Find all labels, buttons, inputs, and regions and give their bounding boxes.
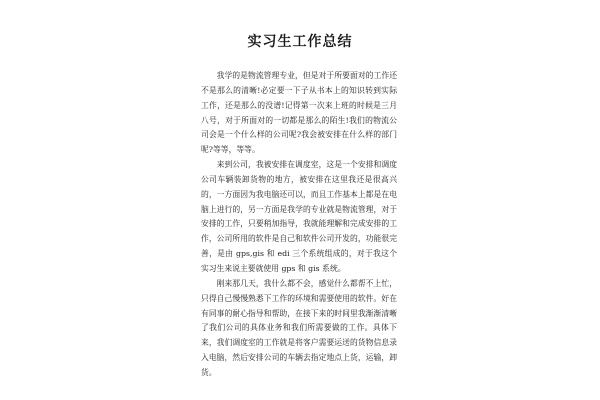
paragraph-1: 我学的是物流管理专业，但是对于所要面对的工作还不是那么的清晰!必定要一下子从书本上的知识转到实际工作，还是那么的没谱!记得第一次来上班的时候是三月八号，对于所面对的一切都是那么的陌生!我们的物流公司会是一个什么样的公司呢?我会被安排在什么样的部门呢?等等，等等。 — [201, 71, 397, 155]
paragraph-3: 刚来那几天，我什么都不会，感觉什么都帮不上忙，只得自己慢慢熟悉下工作的环境和需要使用的软件。好在有同事的耐心指导和帮助，在接下来的时间里我渐渐清晰了我们公司的具体业务和我们所需要做的工作。具体下来，我们调度室的工作就是将客户需要运送的货物信息录入电脑，然后安排公司的车辆去指定地点上货，运输，卸货。 — [201, 278, 397, 377]
document-body — [201, 69, 397, 381]
document-title: 实习生工作总结 — [247, 34, 353, 50]
paragraph-2: 来到公司，我被安排在调度室，这是一个安排和调度公司车辆装卸货物的地方，被安排在这里我还是很高兴的，一方面因为我电脑还可以，而且工作基本上都是在电脑上进行的，另一方面是我学的专业就是物流管理，对于安排的工作，只要稍加指导，我就能理解和完成安排的工作，公司所用的软件是自己和软件公司开发的，功能很完善，是由 gps,gis 和 edi 三个系统组成的，对于我这个实习生来说主要就使用 gps 和 gis 系统。 — [201, 160, 397, 273]
